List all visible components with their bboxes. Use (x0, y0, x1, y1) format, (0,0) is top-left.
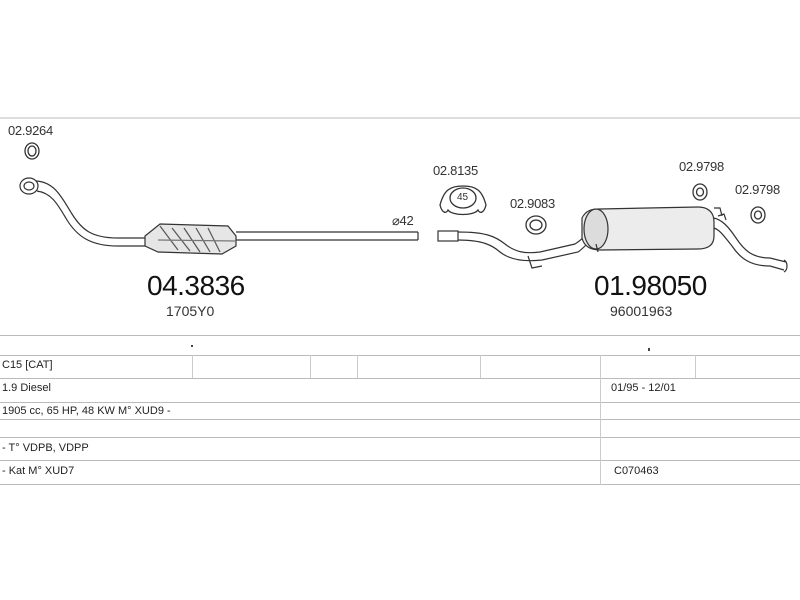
front-oe-number: 1705Y0 (166, 303, 215, 319)
table-line (0, 460, 800, 461)
front-pipe (20, 178, 148, 246)
front-part-number: 04.3836 (147, 270, 245, 301)
table-line (0, 419, 800, 420)
part-label-gasket: 02.9264 (8, 123, 53, 138)
rubber-ring-icon (693, 184, 707, 200)
marker-dot (648, 348, 650, 351)
table-row-engine: 1.9 Diesel (2, 382, 51, 394)
table-line (0, 437, 800, 438)
column-divider (310, 355, 311, 378)
part-label-flange-gasket: 02.8135 (433, 163, 478, 178)
table-row-type: - T° VDPB, VDPP (2, 442, 89, 454)
rubber-ring-icon (751, 207, 765, 223)
table-line (0, 402, 800, 403)
part-label-ring-1: 02.9798 (679, 159, 724, 174)
column-divider (695, 355, 696, 378)
table-row-kat: - Kat M° XUD7 (2, 465, 75, 477)
part-label-ring-2: 02.9798 (735, 182, 780, 197)
gasket-inner-label: 45 (457, 192, 469, 203)
table-line (0, 378, 800, 379)
rear-part-number: 01.98050 (594, 270, 707, 301)
column-divider (357, 355, 358, 378)
table-row-model: C15 [CAT] (2, 359, 53, 371)
table-line (0, 335, 800, 336)
column-divider (600, 355, 601, 485)
rear-pipe (438, 231, 592, 268)
column-divider (192, 355, 193, 378)
table-row-engine-spec: 1905 cc, 65 HP, 48 KW M° XUD9 - (2, 405, 171, 417)
table-row-date-range: 01/95 - 12/01 (611, 382, 676, 394)
pipe-diameter-label: ⌀42 (392, 213, 414, 228)
table-line (0, 355, 800, 356)
marker-dot (191, 345, 193, 347)
clamp-icon (526, 216, 546, 234)
table-line (0, 484, 800, 485)
middle-pipe (236, 232, 418, 240)
tailpipe (714, 208, 787, 272)
catalytic-converter-icon (145, 224, 236, 254)
table-row-code: C070463 (614, 465, 659, 477)
rear-oe-number: 96001963 (610, 303, 673, 319)
column-divider (480, 355, 481, 378)
rear-silencer-icon (582, 207, 714, 252)
gasket-icon (25, 143, 39, 159)
part-label-clamp: 02.9083 (510, 196, 555, 211)
